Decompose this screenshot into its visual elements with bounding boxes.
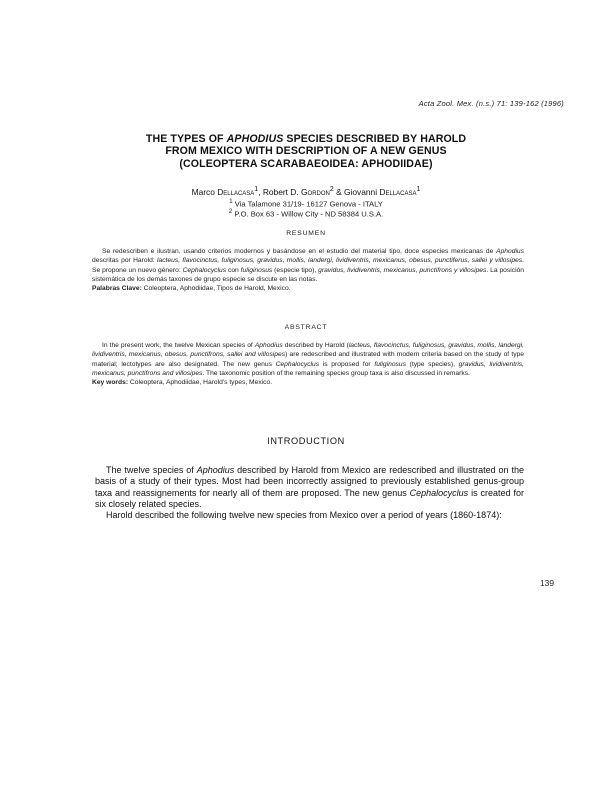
body-sentence: is created for six closely related species.: [95, 487, 524, 509]
abstract-sentence: described by Harold (: [282, 342, 349, 349]
author-first-name: Robert D.: [262, 186, 302, 197]
introduction-body: [95, 465, 524, 521]
affiliation-marker: 1: [229, 198, 233, 205]
genus-name: Cephalocyclus: [275, 360, 320, 368]
genus-name: Aphodius: [254, 342, 283, 349]
species-list: gravidus, lividiventris, mexicanus, punctifrons y villosipes: [318, 266, 487, 274]
affiliation-marker: 1: [416, 186, 421, 193]
title-line-3: (COLEOPTERA SCARABAEOIDEA: APHODIIDAE): [179, 157, 433, 170]
genus-name: Cephalocyclus: [409, 487, 469, 498]
title-text: SPECIES DESCRIBED BY HAROLD: [283, 133, 467, 145]
paragraph: [95, 510, 524, 521]
author-separator: ,: [258, 186, 263, 197]
resumen-sentence: (especie tipo),: [272, 266, 319, 274]
paper-title: [60, 133, 552, 170]
author-last-name: Dellacasa: [217, 186, 255, 197]
affiliation-marker: 2: [228, 208, 233, 215]
species-list: lacteus, flavocinctus, fuliginosus, gravidus, mollis, landergi, lividiventris, mexicanus, obesus, punctiferus, sallei y villosipes: [157, 257, 523, 265]
resumen-sentence: . La posición sistemática de los demás taxones de grupo especie se discute en las notas.: [92, 266, 524, 283]
resumen-sentence: Se redescriben e ilustran, usando criterios modernos y basándose en el estudio del material tipo, doce especies mexicanas de: [102, 248, 497, 255]
author-first-name: Giovanni: [344, 186, 380, 197]
resumen-heading: RESUMEN: [286, 230, 326, 237]
resumen-sentence: con: [226, 266, 241, 274]
author-last-name: Dellacasa: [379, 186, 417, 197]
keywords-label: Key words:: [92, 379, 129, 387]
abstract-text: [92, 341, 524, 387]
title-line-2: FROM MEXICO WITH DESCRIPTION OF A NEW GENUS: [165, 145, 447, 158]
genus-name: Aphodius: [496, 248, 524, 255]
abstract-sentence: In the present work, the twelve Mexican species of: [102, 342, 255, 349]
journal-reference: Acta Zool. Mex. (n.s.) 71: 139-162 (1996): [418, 99, 564, 108]
affiliation-text: P.O. Box 63 - Willow City - ND 58384 U.S.A.: [232, 209, 384, 219]
species-name: fuliginosus: [240, 266, 273, 274]
title-line-1: [60, 133, 552, 145]
abstract-sentence: (type species),: [405, 360, 459, 368]
paragraph: [95, 465, 524, 510]
title-text: THE TYPES OF: [145, 133, 227, 145]
species-list: gravidus, lividiventris, mexicanus, punctifrons and villosipes: [92, 360, 525, 377]
body-sentence: described by Harold from Mexico are redescribed and illustrated on the basis of a study of their types. Most had been incorrectly assigned to previously established genus-group taxa and reassignements for nearly all of them are proposed. The new genus: [95, 465, 524, 498]
author-last-name: Gordon: [301, 186, 330, 197]
keywords-text: Coleoptera, Aphodiidae, Harold's types, Mexico.: [128, 379, 273, 387]
body-sentence: Harold described the following twelve new species from Mexico over a period of years (1860-1874):: [106, 510, 502, 521]
introduction-heading: INTRODUCTION: [267, 436, 345, 446]
resumen-sentence: descritas por Harold:: [92, 257, 157, 265]
body-sentence: The twelve species of: [106, 465, 197, 475]
author-first-name: Marco: [191, 186, 218, 197]
resumen-text: [92, 247, 524, 293]
genus-name: Cephalocyclus: [182, 266, 227, 274]
species-name: fuliginosus: [374, 360, 406, 368]
abstract-heading: ABSTRACT: [284, 324, 328, 331]
page-number: 139: [540, 578, 554, 588]
abstract-sentence: is proposed for: [319, 360, 375, 368]
author-separator: &: [333, 186, 345, 197]
abstract-sentence: ) are redescribed and illustrated with modern criteria based on the study of type material; lectotypes are also designated. The new genus: [92, 351, 524, 368]
title-genus: APHODIUS: [226, 133, 284, 145]
keywords-label: Palabras Clave:: [92, 285, 142, 293]
resumen-sentence: . Se propone un nuevo género:: [92, 257, 524, 274]
genus-name: Aphodius: [196, 465, 235, 475]
affiliation-marker: 2: [329, 186, 334, 193]
keywords-text: Coleoptera, Aphodiidae, Tipos de Harold, Mexico.: [141, 285, 291, 293]
affiliation-text: Via Talamone 31/19- 16127 Genova - ITALY: [232, 199, 383, 209]
abstract-sentence: . The taxonomic position of the remaining species group taxa is also discussed in remarks.: [202, 369, 470, 377]
affiliation-2: [60, 207, 552, 219]
affiliation-marker: 1: [254, 186, 259, 193]
species-list: lacteus, flavocinctus, fuliginosus, gravidus, mollis, landergi, lividiventris, mexicanus, obesus, punctifrons, sallei and villosipes: [92, 342, 524, 359]
author-list: [60, 185, 552, 197]
